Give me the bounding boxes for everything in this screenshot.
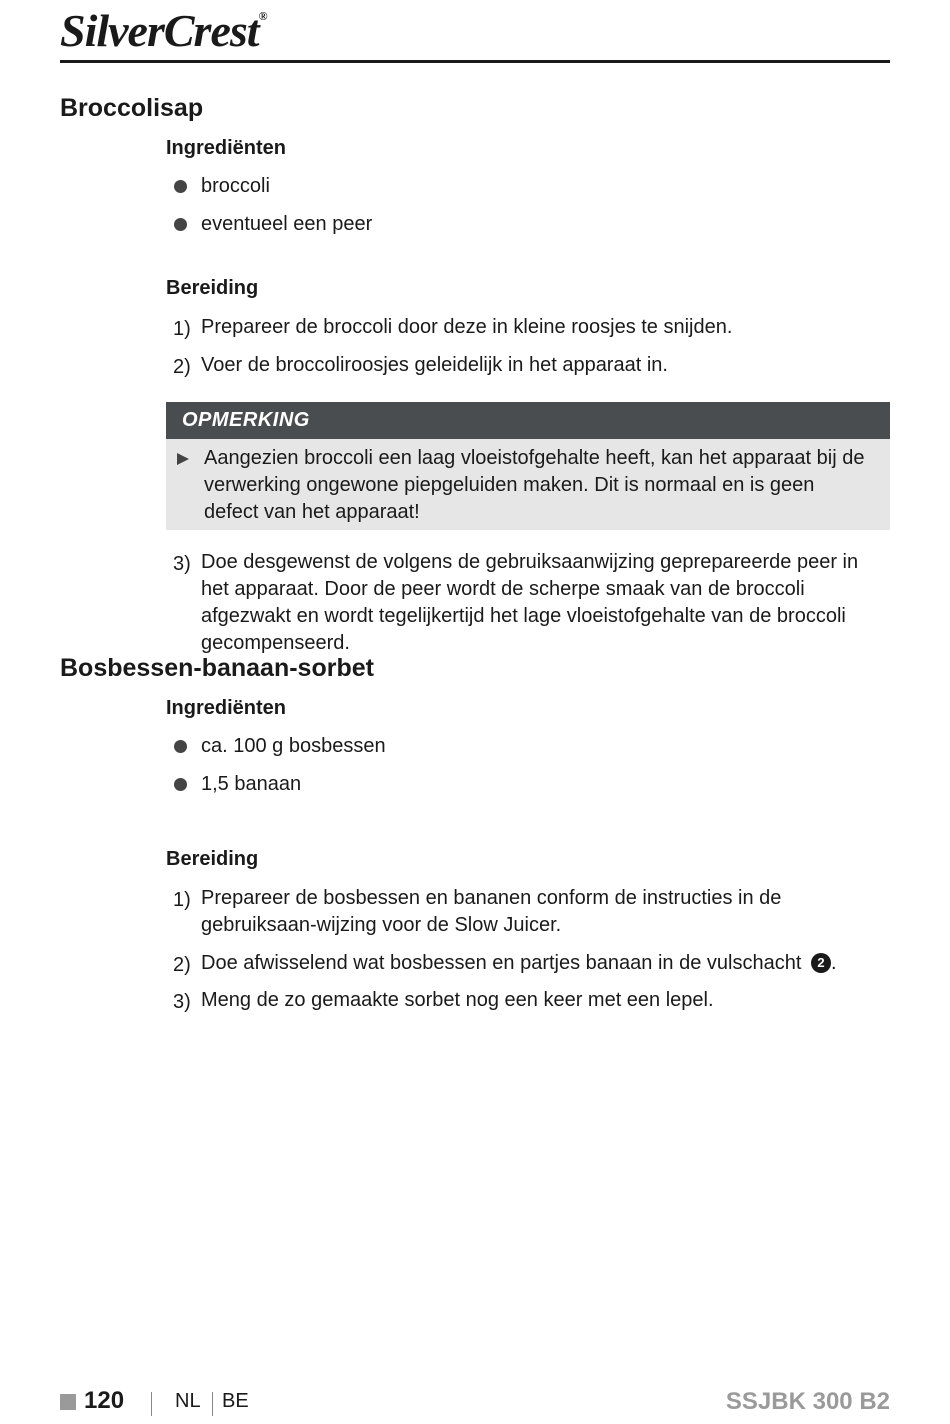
note-text: Aangezien broccoli een laag vloeistofgehalte heeft, kan het apparaat bij de verwerking ongewone piepgeluiden maken. Dit is normaal en is geen defect van het apparaat! [204,447,865,523]
step-text: Prepareer de bosbessen en bananen conform de instructies in de gebruiksaan-wijzing voor de Slow Juicer. [201,887,782,936]
bullet-icon [174,740,187,753]
step-number: 3) [173,991,191,1013]
header-rule [60,60,890,63]
recipe-title: Bosbessen-banaan-sorbet [60,654,374,682]
step-text: Voer de broccoliroosjes geleidelijk in het apparaat in. [201,354,668,376]
ingredients-heading: Ingrediënten [166,697,287,719]
country-code: BE [222,1390,249,1412]
ingredient-item: eventueel een peer [201,213,373,235]
step-number: 2) [173,356,191,378]
ingredient-item: broccoli [201,175,270,197]
language-code: NL [175,1390,201,1412]
ingredients-heading: Ingrediënten [166,137,287,159]
preparation-heading: Bereiding [166,848,259,870]
footer-square-icon [60,1394,76,1410]
footer-divider [212,1392,213,1416]
step-number: 2) [173,954,191,976]
note-heading: OPMERKING [182,409,310,431]
preparation-heading: Bereiding [166,277,259,299]
step-number: 1) [173,318,191,340]
ingredient-item: 1,5 banaan [201,773,302,795]
step-number: 1) [173,889,191,911]
bullet-icon [174,778,187,791]
bullet-icon [174,180,187,193]
note-box [166,439,890,530]
note-header [166,402,890,439]
reference-badge: 2 [811,953,831,973]
arrow-right-icon [177,453,189,465]
brand-logo: SilverCrest® [60,5,267,56]
bullet-icon [174,218,187,231]
model-number: SSJBK 300 B2 [725,1388,890,1415]
step-text: Prepareer de broccoli door deze in kleine roosjes te snijden. [201,316,733,338]
step-text: Doe desgewenst de volgens de gebruiksaanwijzing geprepareerde peer in het apparaat. Door de peer wordt de scherpe smaak van de broccoli afgezwakt en wordt tegelijkertijd het lage vloeistofgehalte van de broccoli gecompenseerd. [201,551,859,654]
page-number: 120 [84,1387,125,1414]
ingredient-item: ca. 100 g bosbessen [201,735,386,757]
step-text: Doe afwisselend wat bosbessen en partjes banaan in de vulschacht 2 . [201,952,837,974]
step-text: Meng de zo gemaakte sorbet nog een keer met een lepel. [201,989,714,1011]
step-number: 3) [173,553,191,575]
footer-divider [151,1392,152,1416]
recipe-title: Broccolisap [60,94,204,122]
